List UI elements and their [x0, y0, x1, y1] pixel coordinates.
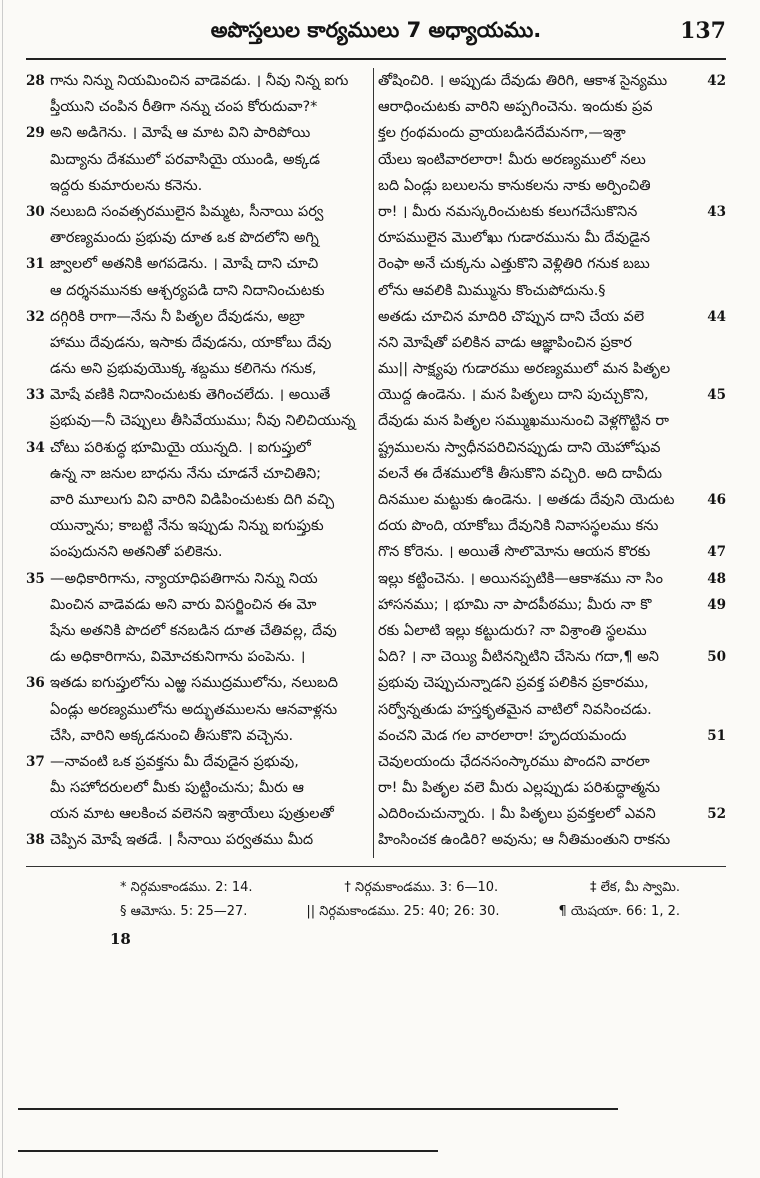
footnote-row	[120, 900, 680, 924]
column-divider	[373, 68, 374, 858]
verse-number: 28	[26, 73, 45, 89]
verse-text: తోషించిరి. । అప్పుడు దేవుడు తిరిగి, ఆకాశ సైన్యము	[378, 73, 668, 89]
verse-line	[26, 251, 368, 277]
verse-line	[378, 94, 726, 120]
verse-text: జ్వాలలో అతనికి అగపడెను. । మోషే దాని చూచి	[50, 256, 319, 273]
verse-text	[378, 854, 702, 858]
verse-line	[378, 618, 726, 644]
verse-text: దినముల మట్టుకు ఉండెను. । అతడు దేవుని యెదుట	[378, 492, 675, 508]
verse-text: ఇతడు ఐగుప్తులోను ఎఱ్ఱ సముద్రములోను, నలుబది	[50, 675, 339, 692]
page-title: అపొస్తలుల కార్యములు 7 అధ్యాయము.	[210, 18, 542, 42]
verse-text: మోషే వణికి నిదానించుటకు తెగించలేదు. । అయితే	[50, 387, 331, 404]
verse-text: యున్నాను; కాబట్టి నేను ఇప్పుడు నిన్ను ఐగుప్తుకు	[50, 518, 324, 535]
verse-line	[378, 330, 726, 356]
verse-text: షేను అతనికి పొదలో కనబడిన దూత చేతివల్ల, దేవు	[50, 622, 337, 639]
verse-text: రూపములైన మొలోఖు గుడారమును మీ దేవుడైన	[378, 230, 651, 247]
verse-text: పంపుదునని అతనితో పలికెను.	[50, 544, 223, 561]
verse-line	[378, 435, 726, 461]
footnote-row	[120, 876, 680, 900]
verse-number: 36	[26, 675, 45, 692]
verse-number: 49	[707, 596, 726, 613]
verse-line	[378, 749, 726, 775]
verse-text: ఆ దర్శనమునకు ఆశ్చర్యపడి దాని నిదానించుటకు	[50, 282, 325, 299]
verse-text: ఏది? । నా చెయ్యి వీటినన్నిటిని చేసెను గదా,¶ అని	[378, 649, 659, 666]
verse-text: లోను ఆవలికి మిమ్మును కొంచుపోదును.§	[378, 282, 606, 299]
binding-edge	[2, 0, 3, 1178]
verse-number: 45	[707, 387, 726, 404]
verse-line	[26, 225, 368, 251]
footnote: || నిర్గమకాండము. 25: 40; 26: 30.	[306, 904, 500, 919]
verse-text: ప్రభువు చెప్పుచున్నాడని ప్రవక్త పలికిన ప్రకారము,	[378, 675, 649, 692]
verse-text: ము|| సాక్ష్యపు గుడారము అరణ్యములో మన పితృల	[378, 361, 671, 378]
verse-text: రకు ఏలాటి ఇల్లు కట్టుదురు? నా విశ్రాంతి స్థలము	[378, 622, 647, 639]
verse-line	[26, 435, 368, 461]
verse-text: తారణ్యమందు ప్రభువు దూత ఒక పొదలోని అగ్ని	[50, 230, 319, 247]
verse-text: హింసించక ఉండిరి? అవును; ఆ నీతిమంతుని రాకను	[378, 832, 671, 849]
verse-text: డను అని ప్రభువుయొక్క శబ్దము కలిగెను గనుక,	[50, 361, 317, 378]
verse-line	[26, 173, 368, 199]
verse-number: 33	[26, 387, 45, 404]
verse-line	[26, 644, 368, 670]
text-columns	[26, 68, 726, 858]
verse-line	[378, 356, 726, 382]
verse-line	[378, 513, 726, 539]
verse-line	[26, 120, 368, 146]
verse-line	[378, 225, 726, 251]
verse-text: —అధికారిగాను, న్యాయాధిపతిగాను నిన్ను నియ	[50, 570, 318, 587]
verse-line	[378, 173, 726, 199]
footnote: * నిర్గమకాండము. 2: 14.	[120, 880, 253, 895]
verse-line	[378, 827, 726, 853]
footnotes	[120, 876, 680, 924]
verse-line	[26, 199, 368, 225]
verse-line	[378, 723, 726, 749]
verse-text: ఎదిరించుచున్నారు. । మీ పితృలు ప్రవక్తలలో ఎవని	[378, 806, 656, 823]
verse-number: 46	[707, 492, 726, 508]
verse-line	[378, 539, 726, 565]
verse-line	[378, 408, 726, 434]
verse-line	[378, 801, 726, 827]
verse-line	[378, 697, 726, 723]
verse-text: మీ సహోదరులలో మీకు పుట్టించును; మీరు ఆ	[50, 780, 304, 797]
footnote: † నిర్గమకాండము. 3: 6—10.	[344, 880, 499, 895]
verse-text: మిద్యాను దేశములో పరవాసియై యుండి, అక్కడ	[50, 151, 320, 168]
verse-text: డు అధికారిగాను, విమోచకునిగాను పంపెను. ।	[50, 649, 306, 666]
verse-number: 37	[26, 753, 45, 770]
verse-line	[26, 513, 368, 539]
verse-text: ష్ట్రములను స్వాధీనపరిచినప్పుడు దాని యెహోషువ	[378, 439, 661, 456]
verse-number: 38	[26, 832, 45, 849]
verse-line	[26, 827, 368, 853]
verse-line	[26, 723, 368, 749]
verse-line	[378, 251, 726, 277]
verse-number: 30	[26, 203, 45, 220]
verse-text: ఉన్న నా జనుల బాధను నేను చూడనే చూచితిని;	[50, 465, 322, 482]
verse-text: రా! । మీరు నమస్కరించుటకు కలుగచేసుకొనిన	[378, 203, 638, 220]
verse-text: చేసి, వారిని అక్కడనుంచి తీసుకొని వచ్చెను.	[50, 727, 294, 744]
verse-line	[26, 382, 368, 408]
verse-text: దేవుడు మన పితృల సమ్ముఖమునుంచి వెళ్లగొట్టిన రా	[378, 413, 670, 430]
verse-line	[26, 356, 368, 382]
verse-line	[378, 644, 726, 670]
verse-text: చెప్పిన మోషే ఇతడే. । సీనాయి పర్వతము మీద	[50, 832, 314, 849]
verse-line	[378, 566, 726, 592]
verse-line	[26, 592, 368, 618]
verse-text: దగ్గిరికి రాగా—నేను నీ పితృల దేవుడను, అబ్రా	[50, 308, 305, 325]
verse-text: రెంఫా అనే చుక్కను ఎత్తుకొని వెళ్లితిరి గనుక బబు	[378, 256, 650, 273]
verse-text: చెవులయందు ఛేదనసంస్కారము పొందని వారలా	[378, 753, 650, 770]
verse-text: యొద్ద ఉండెను. । మన పితృలు దాని పుచ్చుకొని,	[378, 387, 649, 404]
verse-number: 43	[707, 203, 726, 220]
verse-line	[378, 278, 726, 304]
verse-line	[26, 147, 368, 173]
verse-line	[378, 487, 726, 513]
verse-text: ఆరాధించుటకు వారిని అప్పగించెను. ఇందుకు ప్రవ	[378, 99, 653, 116]
verse-text: ఇల్లు కట్టించెను. । అయినప్పటికి—ఆకాశము నా సిం	[378, 570, 663, 587]
verse-line	[26, 566, 368, 592]
verse-number: 31	[26, 256, 45, 273]
verse-text: హాము దేవుడను, ఇసాకు దేవుడను, యాకోబు దేవు	[50, 334, 332, 351]
left-column	[26, 68, 372, 858]
page-header	[26, 12, 726, 62]
verse-line	[26, 775, 368, 801]
verse-line	[26, 94, 368, 120]
verse-text: వలనే ఈ దేశములోకి తీసుకొని వచ్చిరి. అది దావీదు	[378, 465, 662, 482]
verse-text: వంచని మెడ గల వారలారా! హృదయమందు	[378, 727, 627, 744]
verse-number: 48	[707, 570, 726, 587]
signature-mark: 18	[110, 930, 131, 948]
verse-text: చోటు పరిశుద్ధ భూమియై యున్నది. । ఐగుప్తులో	[50, 439, 311, 456]
verse-line	[378, 147, 726, 173]
verse-line	[26, 487, 368, 513]
verse-line	[26, 330, 368, 356]
verse-number: 42	[707, 73, 726, 89]
header-rule	[26, 58, 726, 60]
verse-line	[26, 749, 368, 775]
verse-text: యన మాట ఆలకించ వలెనని ఇశ్రాయేలు పుత్రులతో	[50, 806, 334, 823]
verse-line	[26, 461, 368, 487]
verse-number: 35	[26, 570, 45, 587]
verse-number: 34	[26, 439, 45, 456]
verse-line	[26, 618, 368, 644]
footnote: ‡ లేక, మీ స్వామి.	[589, 880, 680, 895]
verse-line	[378, 382, 726, 408]
verse-text: దయ పొంది, యాకోబు దేవునికి నివాసస్థలము కను	[378, 518, 659, 535]
verse-text: నలుబది సంవత్సరములైన పిమ్మట, సీనాయి పర్వ	[50, 203, 324, 220]
verse-text: —నావంటి ఒక ప్రవక్తను మీ దేవుడైన ప్రభువు,	[50, 753, 299, 770]
verse-line	[26, 854, 368, 858]
verse-line	[26, 408, 368, 434]
verse-number: 50	[707, 649, 726, 666]
verse-line	[378, 854, 726, 858]
verse-text: ప్రభువు—నీ చెప్పులు తీసివేయుము; నీవు నిలిచియున్న	[50, 413, 356, 430]
verse-text: రా! మీ పితృల వలె మీరు ఎల్లప్పుడు పరిశుద్ధాత్మను	[378, 780, 660, 797]
verse-text: అని అడిగెను. । మోషే ఆ మాట విని పారిపోయి	[50, 125, 311, 142]
verse-number: 47	[707, 544, 726, 561]
verse-line	[378, 199, 726, 225]
verse-line	[378, 68, 726, 94]
verse-number: 52	[707, 806, 726, 823]
verse-line	[378, 120, 726, 146]
verse-text: గొన కోరెను. । అయితే సొలొమోను ఆయన కొరకు	[378, 544, 651, 561]
page-number: 137	[680, 18, 726, 44]
verse-line	[26, 801, 368, 827]
verse-text: హాసనము; । భూమి నా పాదపీఠము; మీరు నా కొ	[378, 596, 652, 613]
footnote-rule	[26, 866, 726, 867]
bottom-rule	[18, 1150, 438, 1152]
verse-line	[26, 539, 368, 565]
verse-text: నని మోషేతో పలికిన వాడు ఆజ్ఞాపించిన ప్రకార	[378, 334, 632, 351]
verse-text: యేలు ఇంటివారలారా! మీరు అరణ్యములో నలు	[378, 151, 646, 168]
verse-line	[378, 670, 726, 696]
verse-line	[26, 670, 368, 696]
bottom-rule	[18, 1108, 618, 1110]
verse-text: బది ఏండ్లు బలులను కానుకలను నాకు అర్పించితి	[378, 177, 651, 194]
footnote: § ఆమోసు. 5: 25—27.	[120, 904, 248, 919]
footnote: ¶ యెషయా. 66: 1, 2.	[558, 904, 680, 919]
verse-line	[26, 304, 368, 330]
verse-number: 51	[707, 727, 726, 744]
verse-number: 29	[26, 125, 45, 142]
verse-line	[378, 461, 726, 487]
verse-text	[50, 854, 368, 858]
right-column	[378, 68, 726, 858]
verse-text: ప్తీయుని చంపిన రీతిగా నన్ను చంప కోరుదువా?*	[50, 99, 318, 116]
verse-text: గాను నిన్ను నియమించిన వాడెవడు. । నీవు నిన్న ఐగు	[50, 73, 349, 89]
verse-text: ఇద్దరు కుమారులను కనెను.	[50, 177, 203, 194]
verse-text: సర్వోన్నతుడు హస్తకృతమైన వాటిలో నివసించడు.	[378, 701, 652, 718]
verse-number: 44	[707, 308, 726, 325]
verse-number: 32	[26, 308, 45, 325]
verse-line	[26, 697, 368, 723]
verse-text: క్తల గ్రంథమందు వ్రాయబడినదేమనగా,—ఇశ్రా	[378, 125, 626, 142]
verse-line	[378, 304, 726, 330]
verse-text: మించిన వాడెవడు అని వారు విసర్జించిన ఈ మో	[50, 596, 317, 613]
verse-text: అతడు చూచిన మాదిరి చొప్పున దాని చేయ వలె	[378, 308, 645, 325]
verse-line	[378, 592, 726, 618]
verse-line	[26, 68, 368, 94]
verse-line	[378, 775, 726, 801]
verse-line	[26, 278, 368, 304]
verse-text: ఏండ్లు అరణ్యములోను అద్భుతములను ఆనవాళ్లను	[50, 701, 338, 718]
verse-text: వారి మూలుగు విని వారిని విడిపించుటకు దిగి వచ్చి	[50, 492, 335, 508]
